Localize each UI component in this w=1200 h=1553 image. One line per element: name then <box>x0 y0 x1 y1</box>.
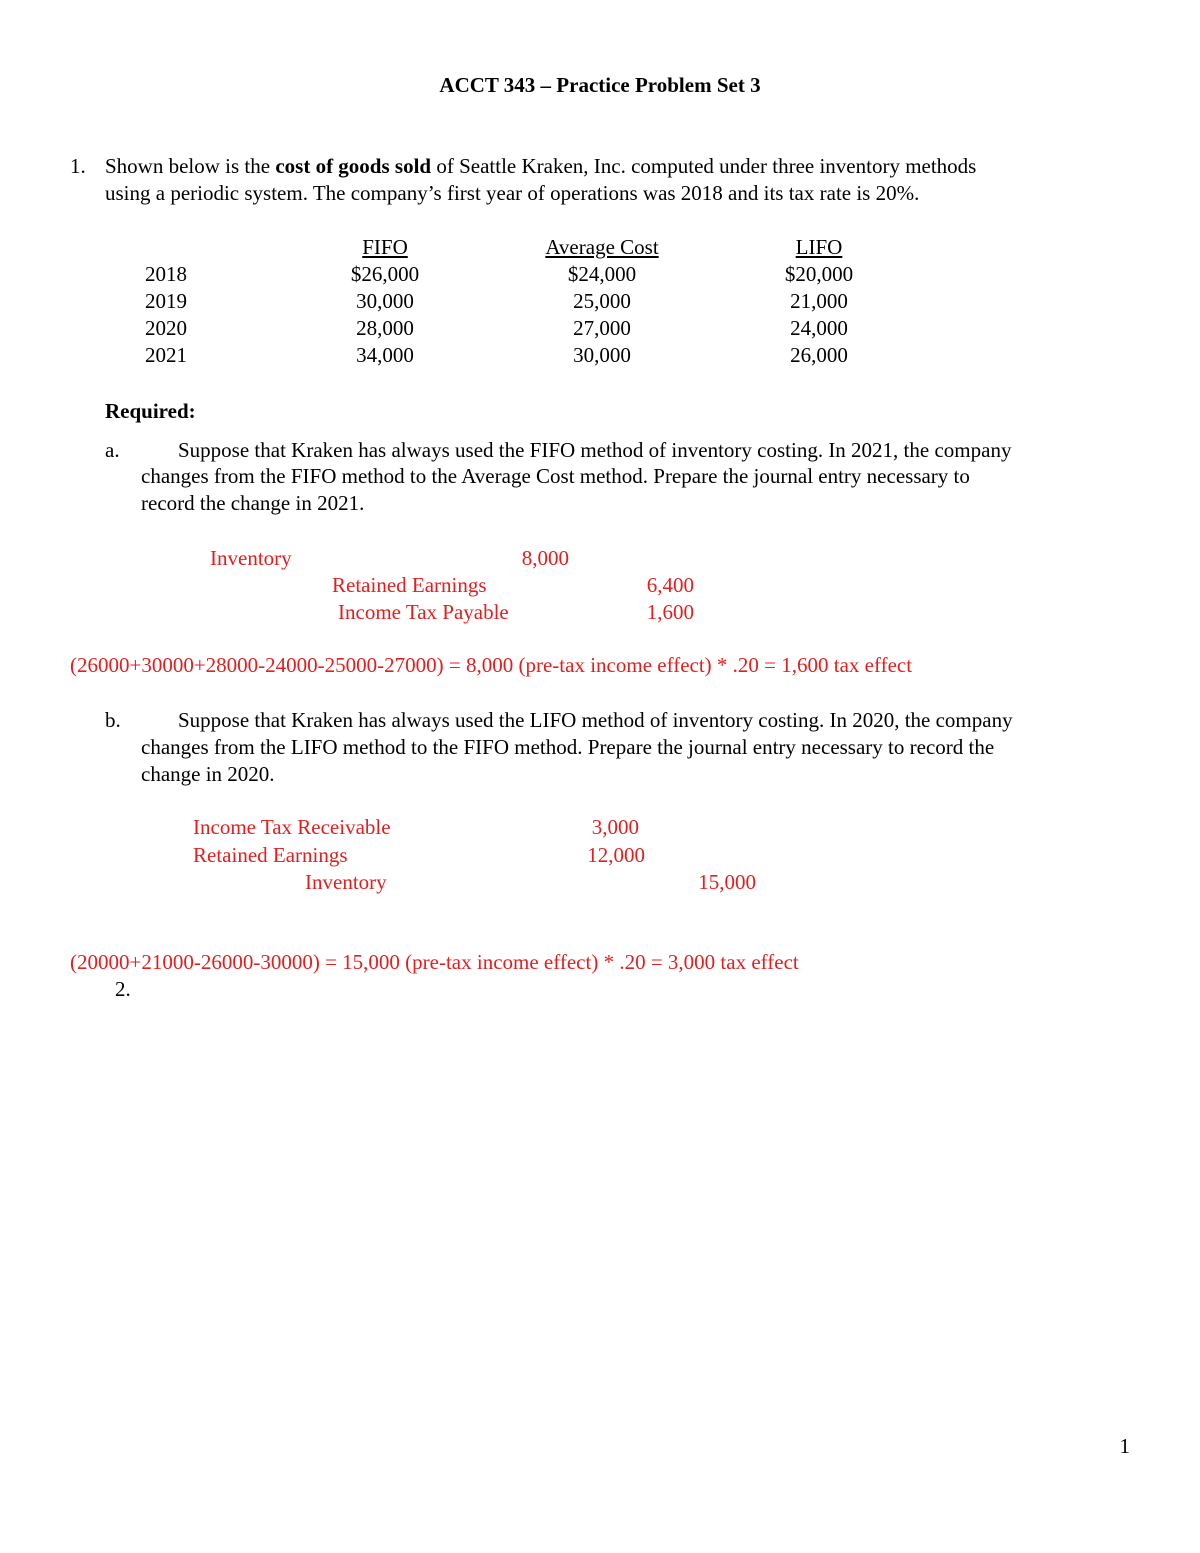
part-a-marker: a. <box>105 438 120 462</box>
part-a-line-1: Suppose that Kraken has always used the FIFO method of inventory costing. In 2021, the company <box>178 438 1012 462</box>
table-cell-lifo: 21,000 <box>790 289 848 313</box>
table-cell-average-cost: 27,000 <box>573 316 631 340</box>
problem-1-line-1-post: of Seattle Kraken, Inc. computed under three inventory methods <box>431 154 977 178</box>
part-b-line-3: change in 2020. <box>141 762 275 786</box>
required-label: Required: <box>105 399 196 423</box>
part-a-calculation: (26000+30000+28000-24000-25000-27000) = 8,000 (pre-tax income effect) * .20 = 1,600 tax effect <box>70 653 913 677</box>
journal-debit: 8,000 <box>521 546 569 570</box>
journal-account: Income Tax Receivable <box>193 815 391 839</box>
problem-1-line-1-bold: cost of goods sold <box>275 154 432 178</box>
table-cell-fifo: 30,000 <box>356 289 414 313</box>
table-row-year: 2021 <box>145 343 187 367</box>
table-header-fifo: FIFO <box>362 235 408 259</box>
journal-credit: 1,600 <box>646 600 694 624</box>
table-cell-lifo: 24,000 <box>790 316 848 340</box>
table-header-lifo: LIFO <box>795 235 843 259</box>
journal-debit: 3,000 <box>591 815 639 839</box>
problem-2-number: 2. <box>115 977 131 1001</box>
part-a-line-2: changes from the FIFO method to the Average Cost method. Prepare the journal entry necessary to <box>141 464 970 488</box>
table-cell-fifo: 34,000 <box>356 343 414 367</box>
page-title: ACCT 343 – Practice Problem Set 3 <box>439 73 761 97</box>
table-header-average-cost: Average Cost <box>545 235 659 259</box>
part-b-calculation: (20000+21000-26000-30000) = 15,000 (pre-tax income effect) * .20 = 3,000 tax effect <box>70 950 799 974</box>
table-cell-average-cost: 25,000 <box>573 289 631 313</box>
table-cell-fifo: $26,000 <box>350 262 420 286</box>
journal-credit: 15,000 <box>698 870 756 894</box>
journal-debit: 12,000 <box>587 843 645 867</box>
part-b-line-1: Suppose that Kraken has always used the LIFO method of inventory costing. In 2020, the company <box>178 708 1013 732</box>
problem-1-line-1 <box>105 153 976 180</box>
table-row-year: 2018 <box>145 262 187 286</box>
journal-credit: 6,400 <box>646 573 694 597</box>
table-row-year: 2020 <box>145 316 187 340</box>
problem-1-number: 1. <box>70 154 86 178</box>
table-cell-average-cost: 30,000 <box>573 343 631 367</box>
journal-account: Retained Earnings <box>332 573 487 597</box>
journal-account: Inventory <box>305 870 387 894</box>
part-b-line-2: changes from the LIFO method to the FIFO method. Prepare the journal entry necessary to record the <box>141 735 995 759</box>
table-cell-average-cost: $24,000 <box>567 262 637 286</box>
journal-account: Retained Earnings <box>193 843 348 867</box>
table-cell-fifo: 28,000 <box>356 316 414 340</box>
problem-1-line-1-pre: Shown below is the <box>105 154 276 178</box>
table-cell-lifo: 26,000 <box>790 343 848 367</box>
table-cell-lifo: $20,000 <box>784 262 854 286</box>
page-number: 1 <box>1119 1434 1130 1458</box>
journal-account: Income Tax Payable <box>338 600 509 624</box>
part-a-line-3: record the change in 2021. <box>141 491 365 515</box>
part-b-marker: b. <box>105 708 121 732</box>
problem-1-line-2: using a periodic system. The company’s first year of operations was 2018 and its tax rate is 20%. <box>105 181 920 205</box>
journal-account: Inventory <box>210 546 292 570</box>
table-row-year: 2019 <box>145 289 187 313</box>
